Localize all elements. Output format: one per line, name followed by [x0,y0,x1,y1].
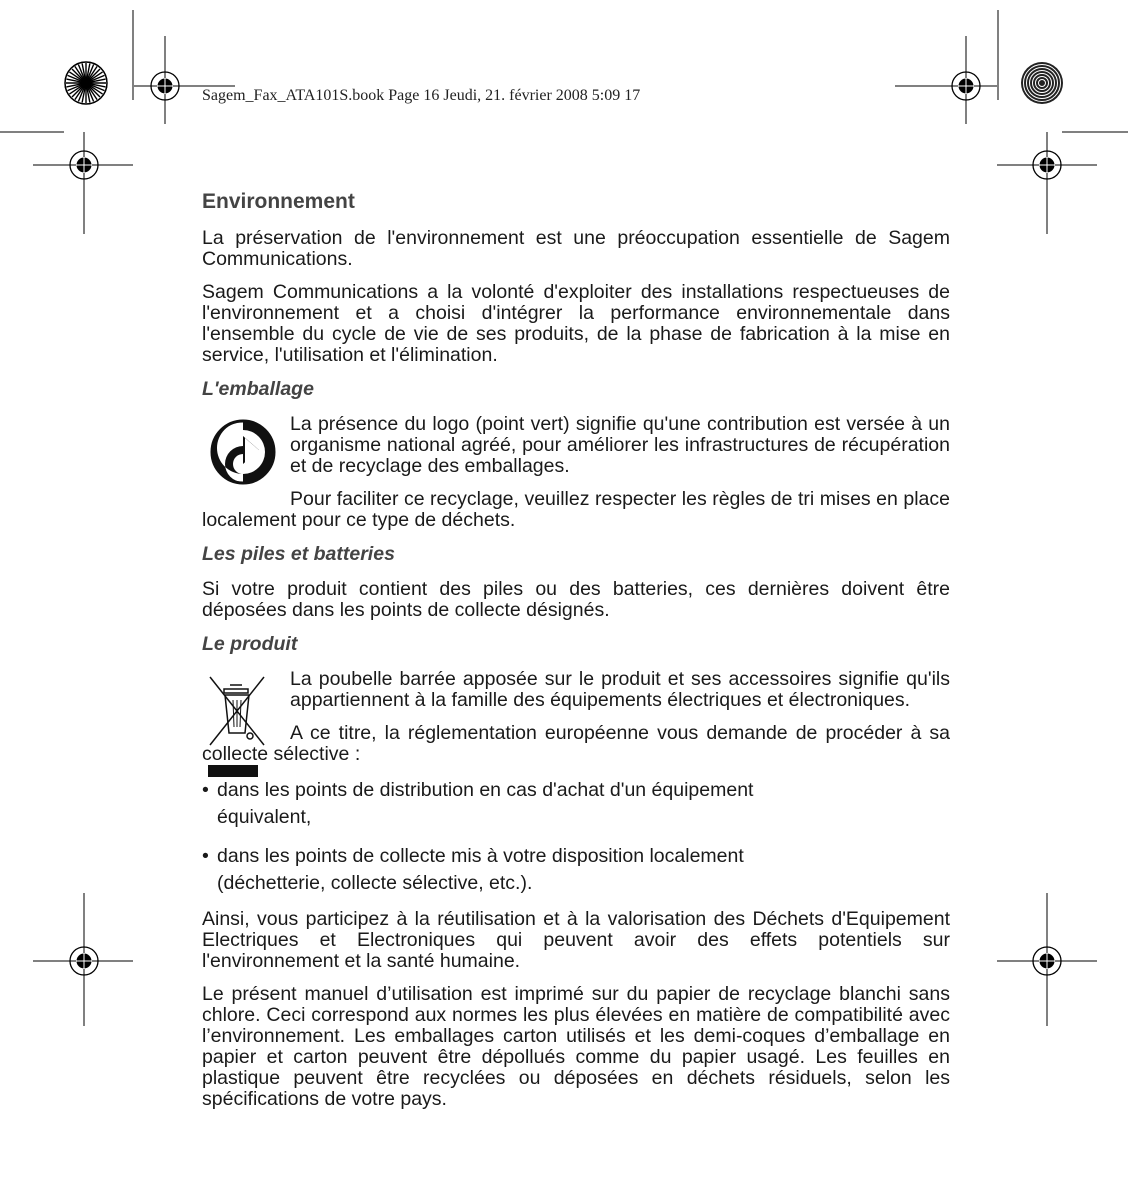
subsection-title-product: Le produit [202,633,298,655]
color-wheel-left-icon [65,62,107,104]
product-paragraph-4: Le présent manuel d’utilisation est imprimé sur du papier de recyclage blanchi sans chlore. Ceci correspond aux normes les plus élevées en matière de compatibilité avec l’environnement. Les emballages carton utilisés et les demi-coques d’emballage en papier et carton peuvent être dépollués comme du papier usagé. Les feuilles en plastique peuvent être recyclées ou déposées en déchets résiduels, selon les spécifications de votre pays. [202,983,950,1110]
list-item-text: dans les points de collecte mis à votre disposition localement (déchetterie, collecte sélective, etc.). [217,845,744,894]
intro-paragraph-2: Sagem Communications a la volonté d'exploiter des installations respectueuses de l'environnement et a choisi d'intégrer la performance environnementale dans l'ensemble du cycle de vie de ses produits, de la phase de fabrication à la mise en service, l'utilisation et l'élimination. [202,281,950,366]
registration-mark-left-upper-icon [33,132,133,234]
packaging-paragraph-1: La présence du logo (point vert) signifie qu'une contribution est versée à un organisme national agréé, pour améliorer les infrastructures de récupération et de recyclage des emballages. [290,413,950,477]
product-paragraph-2: A ce titre, la réglementation européenne vous demande de procéder à sa collecte sélective : [202,722,950,765]
list-item-text: dans les points de distribution en cas d'achat d'un équipement équivalent, [217,779,754,828]
registration-mark-top-left-icon [134,36,235,124]
registration-mark-right-lower-icon [997,893,1097,1026]
intro-paragraph-1: La préservation de l'environnement est une préoccupation essentielle de Sagem Communications. [202,227,950,270]
main-content [202,190,950,1122]
registration-mark-top-right-icon [895,36,997,124]
concentric-target-right-icon [1021,62,1063,104]
green-dot-recycling-icon [210,416,280,486]
batteries-paragraph: Si votre produit contient des piles ou des batteries, ces dernières doivent être déposées dans les points de collecte désignés. [202,578,950,621]
collection-points-list [202,777,950,897]
product-paragraph-3: Ainsi, vous participez à la réutilisation et à la valorisation des Déchets d'Equipement Electriques et Electroniques qui peuvent avoir des effets potentiels sur l'environnement et la santé humaine. [202,908,950,972]
packaging-block [202,414,950,477]
bullet-icon: • [202,779,209,801]
product-paragraph-1: La poubelle barrée apposée sur le produit et ses accessoires signifie qu'ils appartiennent à la famille des équipements électriques et électroniques. [290,668,950,711]
list-item [202,777,817,831]
subsection-title-packaging: L'emballage [202,378,314,400]
running-header: Sagem_Fax_ATA101S.book Page 16 Jeudi, 21. février 2008 5:09 17 [202,87,641,104]
registration-mark-right-upper-icon [997,132,1097,234]
crossed-out-wheelie-bin-icon [208,675,268,779]
list-item [202,843,817,897]
registration-mark-left-lower-icon [33,893,133,1026]
subsection-title-batteries: Les piles et batteries [202,543,395,565]
product-block [202,669,950,711]
bullet-icon: • [202,845,209,867]
packaging-paragraph-2: Pour faciliter ce recyclage, veuillez respecter les règles de tri mises en place localement pour ce type de déchets. [202,488,950,531]
section-title: Environnement [202,190,355,213]
